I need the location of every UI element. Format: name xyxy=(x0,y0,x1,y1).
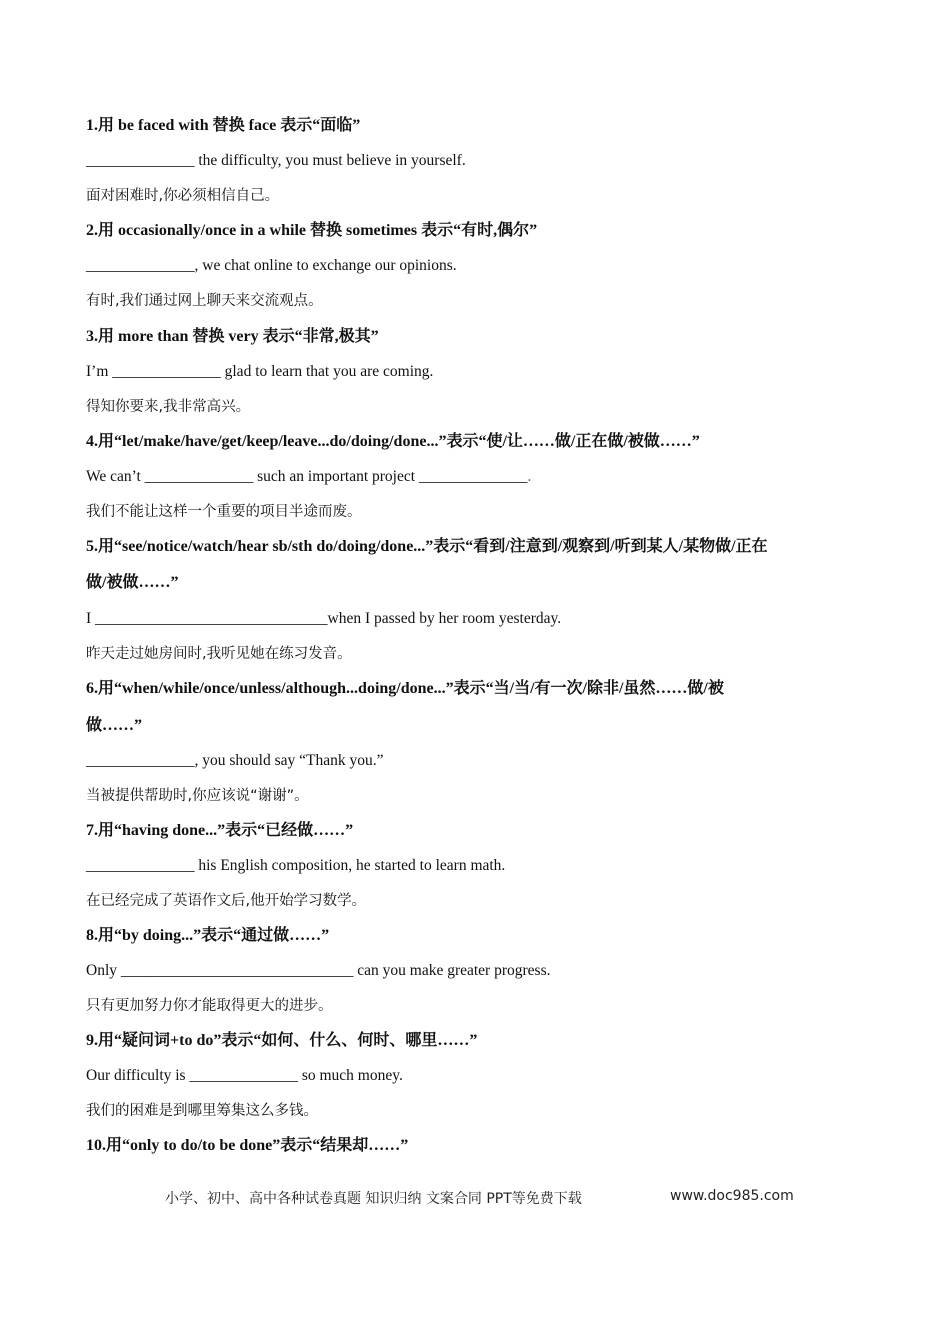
item-9-heading: 9.用“疑问词+to do”表示“如何、什么、何时、哪里……” xyxy=(86,1032,478,1049)
item-9-sentence: Our difficulty is ______________ so much money. xyxy=(86,1067,403,1084)
item-1-translation: 面对困难时,你必须相信自己。 xyxy=(86,188,280,204)
item-7-translation: 在已经完成了英语作文后,他开始学习数学。 xyxy=(86,893,367,909)
item-5-translation: 昨天走过她房间时,我听见她在练习发音。 xyxy=(86,646,352,662)
item-6-sentence: ______________, you should say “Thank you.” xyxy=(86,752,384,769)
item-3-sentence: I’m ______________ glad to learn that you are coming. xyxy=(86,363,434,380)
item-4-translation: 我们不能让这样一个重要的项目半途而废。 xyxy=(86,504,362,520)
item-4-heading: 4.用“let/make/have/get/keep/leave...do/doing/done...”表示“使/让……做/正在做/被做……” xyxy=(86,433,700,450)
item-9-translation: 我们的困难是到哪里筹集这么多钱。 xyxy=(86,1103,318,1119)
item-5-heading-cont: 做/被做……” xyxy=(86,574,179,591)
item-7-heading: 7.用“having done...”表示“已经做……” xyxy=(86,822,354,839)
item-2-heading: 2.用 occasionally/once in a while 替换 sometimes 表示“有时,偶尔” xyxy=(86,222,538,239)
item-2-translation: 有时,我们通过网上聊天来交流观点。 xyxy=(86,293,323,309)
item-4-sentence-line xyxy=(86,465,531,489)
footer-promo-text: 小学、初中、高中各种试卷真题 知识归纳 文案合同 PPT等免费下载 xyxy=(165,1191,582,1207)
item-5-sentence: I ______________________________when I passed by her room yesterday. xyxy=(86,610,562,627)
item-4-sentence-end: . xyxy=(527,468,532,485)
item-6-heading-cont: 做……” xyxy=(86,717,143,734)
item-5-heading: 5.用“see/notice/watch/hear sb/sth do/doing/done...”表示“看到/注意到/观察到/听到某人/某物做/正在 xyxy=(86,538,768,555)
item-7-sentence: ______________ his English composition, he started to learn math. xyxy=(86,857,506,874)
item-8-translation: 只有更加努力你才能取得更大的进步。 xyxy=(86,998,333,1014)
item-2-sentence: ______________, we chat online to exchange our opinions. xyxy=(86,257,457,274)
item-3-heading: 3.用 more than 替换 very 表示“非常,极其” xyxy=(86,328,379,345)
item-6-heading: 6.用“when/while/once/unless/although...doing/done...”表示“当/当/有一次/除非/虽然……做/被 xyxy=(86,680,724,697)
item-4-sentence: We can’t ______________ such an important project ______________ xyxy=(86,468,528,485)
footer-website-link[interactable]: www.doc985.com xyxy=(670,1188,794,1204)
item-8-sentence: Only ______________________________ can you make greater progress. xyxy=(86,962,551,979)
item-3-translation: 得知你要来,我非常高兴。 xyxy=(86,399,251,415)
item-1-sentence: ______________ the difficulty, you must believe in yourself. xyxy=(86,152,466,169)
item-8-heading: 8.用“by doing...”表示“通过做……” xyxy=(86,927,330,944)
item-6-translation: 当被提供帮助时,你应该说“谢谢”。 xyxy=(86,788,309,804)
item-1-heading: 1.用 be faced with 替换 face 表示“面临” xyxy=(86,117,361,134)
item-10-heading: 10.用“only to do/to be done”表示“结果却……” xyxy=(86,1137,409,1154)
